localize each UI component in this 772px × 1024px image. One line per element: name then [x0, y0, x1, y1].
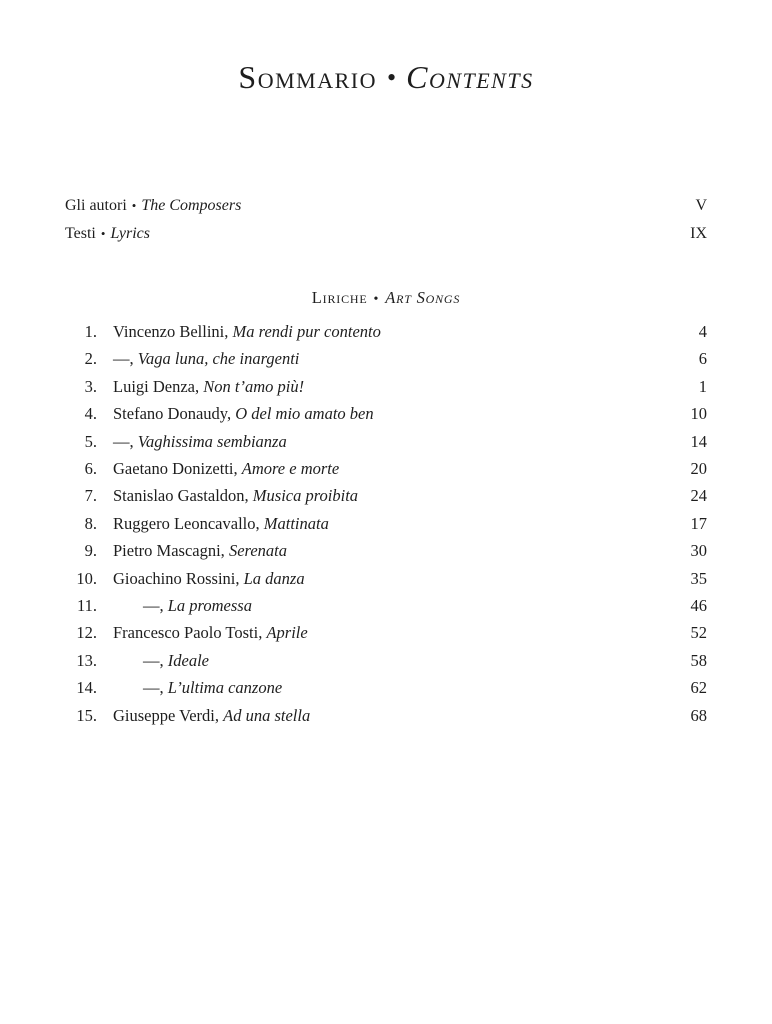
entry-page-number: 24 — [690, 486, 707, 506]
section-bullet-separator: • — [373, 292, 380, 307]
page-title-english: Contents — [406, 59, 534, 95]
entry-page-number: 4 — [698, 322, 707, 341]
entry-song-title: La danza — [243, 568, 305, 588]
entry-number: 3. — [84, 376, 97, 396]
entry-row — [65, 510, 707, 537]
section-heading-italian: Liriche — [311, 288, 368, 307]
section-heading — [0, 287, 772, 311]
entry-row — [65, 619, 707, 646]
entry-composer: Vincenzo Bellini, — [113, 322, 229, 341]
entry-number: 7. — [84, 486, 97, 506]
entry-song-title: La promessa — [167, 596, 252, 616]
entry-page-number: 10 — [690, 404, 707, 424]
entry-composer: Pietro Mascagni, — [113, 541, 225, 561]
entry-row — [65, 592, 707, 619]
entry-song-title: Mattinata — [263, 513, 329, 533]
entry-composer: —, — [113, 349, 134, 369]
entry-number: 9. — [84, 541, 97, 561]
front-matter-bullet: • — [100, 226, 106, 241]
entry-page-number: 14 — [690, 431, 707, 451]
front-matter-label-english: Lyrics — [110, 225, 150, 242]
front-matter-row — [65, 192, 707, 220]
entry-song-title: Aprile — [266, 623, 308, 643]
entry-song-title: Amore e morte — [241, 459, 340, 479]
entry-page-number: 6 — [698, 349, 707, 369]
entry-row — [65, 482, 707, 509]
page-title — [0, 56, 772, 99]
entry-composer: Stefano Donaudy, — [113, 404, 232, 424]
entry-row — [65, 674, 707, 701]
entry-text — [97, 702, 691, 729]
entry-composer: Giuseppe Verdi, — [113, 705, 220, 725]
entry-page-number: 30 — [690, 541, 707, 561]
entry-number: 6. — [84, 459, 97, 479]
entry-song-title: Serenata — [228, 541, 287, 561]
song-entries-list — [65, 318, 707, 729]
entry-row — [65, 345, 707, 372]
entry-page-number: 46 — [690, 596, 707, 616]
entry-song-title: Ideale — [167, 650, 209, 670]
entry-song-title: O del mio amato ben — [235, 404, 374, 424]
entry-text — [97, 482, 691, 509]
entry-composer: —, — [143, 596, 164, 616]
entry-text — [97, 510, 691, 537]
entry-row — [65, 373, 707, 400]
entry-composer: Gaetano Donizetti, — [113, 459, 238, 479]
entry-composer: —, — [143, 678, 164, 698]
entry-row — [65, 702, 707, 729]
entry-page-number: 1 — [698, 376, 707, 396]
front-matter-page-number: V — [695, 197, 707, 214]
entry-text — [97, 565, 691, 592]
title-bullet-separator: • — [386, 63, 397, 92]
front-matter-list — [65, 192, 707, 248]
entry-row — [65, 537, 707, 564]
entry-page-number: 35 — [690, 568, 707, 588]
entry-page-number: 17 — [690, 513, 707, 533]
entry-number: 8. — [84, 513, 97, 533]
entry-number: 14. — [76, 678, 97, 698]
entry-text — [97, 674, 691, 701]
entry-row — [65, 318, 707, 345]
front-matter-label — [65, 220, 150, 248]
entry-number: 15. — [76, 705, 97, 725]
entry-number: 2. — [84, 349, 97, 369]
entry-row — [65, 455, 707, 482]
front-matter-label — [65, 192, 241, 220]
entry-text — [97, 455, 691, 482]
entry-song-title: Non t’amo più! — [203, 376, 305, 396]
entry-song-title: L’ultima canzone — [167, 678, 283, 698]
entry-text — [97, 647, 691, 674]
entry-composer: —, — [143, 650, 164, 670]
entry-number: 12. — [76, 623, 97, 643]
entry-text — [97, 373, 699, 400]
entry-text — [97, 400, 691, 427]
entry-composer: Ruggero Leoncavallo, — [113, 513, 260, 533]
entry-song-title: Ma rendi pur contento — [232, 322, 381, 341]
entry-text — [97, 428, 691, 455]
entry-page-number: 68 — [690, 705, 707, 725]
entry-row — [65, 428, 707, 455]
front-matter-bullet: • — [131, 198, 137, 213]
entry-number: 1. — [84, 322, 97, 341]
front-matter-label-italian: Testi — [65, 225, 96, 242]
section-heading-english: Art Songs — [385, 288, 461, 307]
page-title-italian: Sommario — [238, 59, 377, 95]
entry-page-number: 58 — [690, 650, 707, 670]
entry-number: 10. — [76, 568, 97, 588]
entry-song-title: Vaghissima sembianza — [137, 431, 287, 451]
entry-number: 4. — [84, 404, 97, 424]
entry-composer: Gioachino Rossini, — [113, 568, 240, 588]
entry-song-title: Musica proibita — [252, 486, 359, 506]
entry-composer: —, — [113, 431, 134, 451]
entry-text — [97, 345, 699, 372]
entry-song-title: Ad una stella — [223, 705, 311, 725]
entry-text — [97, 592, 691, 619]
front-matter-page-number: IX — [690, 225, 707, 242]
entry-song-title: Vaga luna, che inargenti — [137, 349, 300, 369]
entry-composer: Stanislao Gastaldon, — [113, 486, 249, 506]
front-matter-row — [65, 220, 707, 248]
entry-row — [65, 565, 707, 592]
entry-text — [97, 318, 699, 345]
entry-number: 5. — [84, 431, 97, 451]
front-matter-label-english: The Composers — [141, 197, 242, 214]
entry-page-number: 62 — [690, 678, 707, 698]
entry-text — [97, 619, 691, 646]
entry-number: 13. — [76, 650, 97, 670]
entry-text — [97, 537, 691, 564]
entry-page-number: 20 — [690, 459, 707, 479]
entry-row — [65, 400, 707, 427]
front-matter-label-italian: Gli autori — [65, 197, 127, 214]
entry-composer: Francesco Paolo Tosti, — [113, 623, 263, 643]
entry-row — [65, 647, 707, 674]
entry-composer: Luigi Denza, — [113, 376, 200, 396]
entry-page-number: 52 — [690, 623, 707, 643]
entry-number: 11. — [76, 596, 97, 616]
